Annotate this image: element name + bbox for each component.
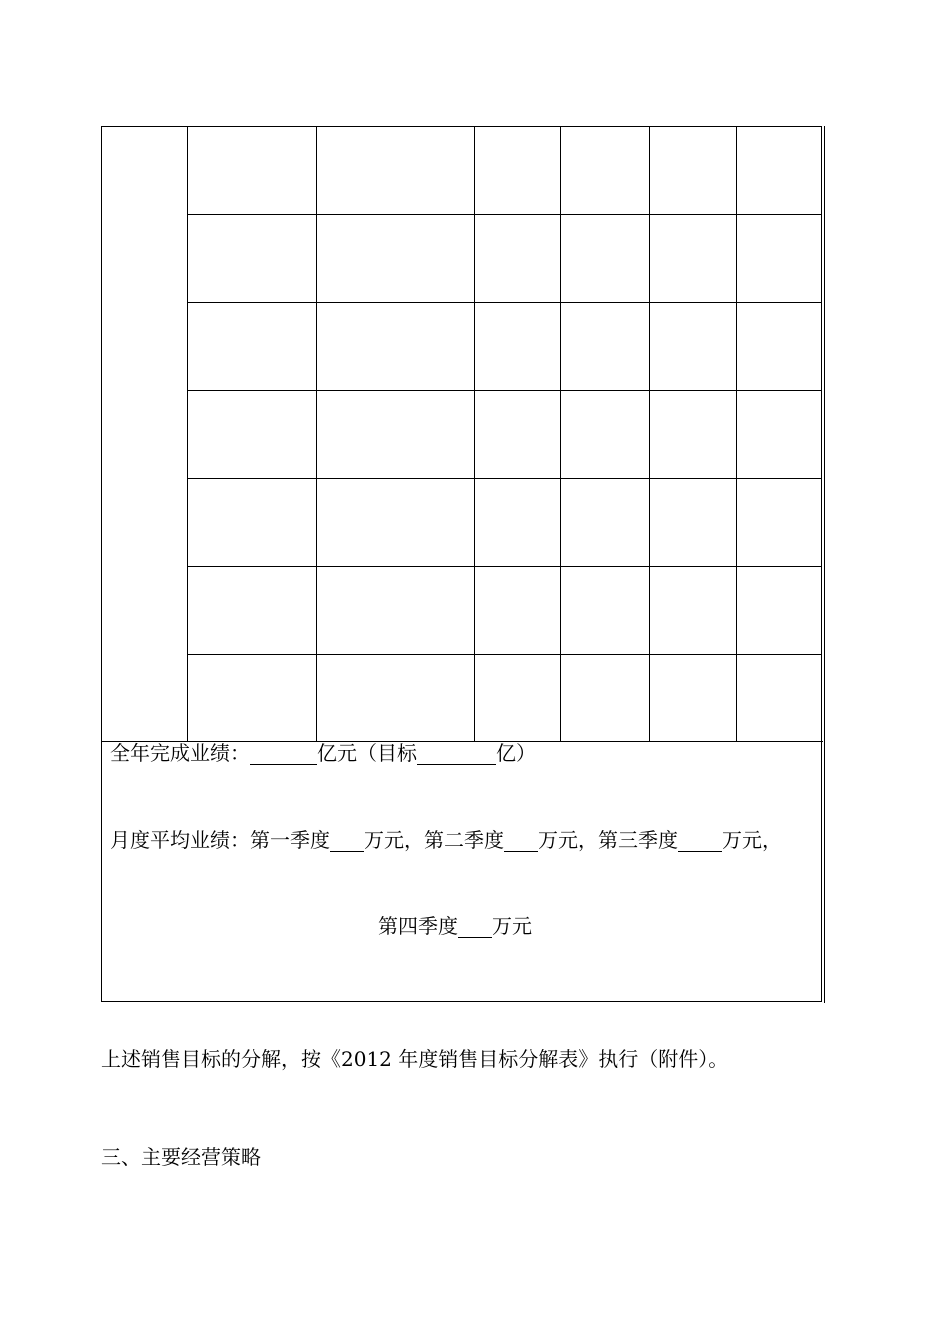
q1-unit: 万元 (364, 828, 404, 852)
table-vline (316, 126, 317, 742)
annual-performance-line (110, 741, 536, 765)
q4-blank (458, 915, 492, 938)
q3-label: 第三季度 (598, 828, 678, 852)
table-vline (187, 126, 188, 742)
table-vline (474, 126, 475, 742)
q3-blank (678, 829, 722, 852)
separator: ， (578, 828, 598, 852)
q4-label: 第四季度 (378, 914, 458, 938)
q3-unit: 万元 (722, 828, 762, 852)
table-vline (649, 126, 650, 742)
annual-target-unit: 亿） (496, 741, 536, 765)
q2-label: 第二季度 (424, 828, 504, 852)
annual-unit: 亿元（目标 (317, 741, 417, 765)
table-hline (187, 214, 822, 215)
table-vline (560, 126, 561, 742)
monthly-performance-line (110, 828, 782, 852)
target-breakdown-note: 上述销售目标的分解，按《2012 年度销售目标分解表》执行（附件）。 (101, 1047, 729, 1071)
monthly-label: 月度平均业绩： (110, 828, 250, 852)
sales-target-table (101, 126, 822, 1002)
separator: ， (404, 828, 424, 852)
table-hline (187, 390, 822, 391)
table-hline (187, 654, 822, 655)
table-hline (187, 302, 822, 303)
section-heading: 三、主要经营策略 (101, 1145, 261, 1169)
q1-blank (330, 829, 364, 852)
table-hline (187, 478, 822, 479)
q4-performance-line (378, 914, 532, 938)
separator: ， (762, 828, 782, 852)
annual-value-blank (250, 742, 317, 765)
annual-target-blank (417, 742, 496, 765)
table-vline (736, 126, 737, 742)
annual-label: 全年完成业绩： (110, 741, 250, 765)
q2-blank (504, 829, 538, 852)
table-hline (187, 566, 822, 567)
q1-label: 第一季度 (250, 828, 330, 852)
table-right-double-border (824, 126, 825, 1003)
q2-unit: 万元 (538, 828, 578, 852)
q4-unit: 万元 (492, 914, 532, 938)
